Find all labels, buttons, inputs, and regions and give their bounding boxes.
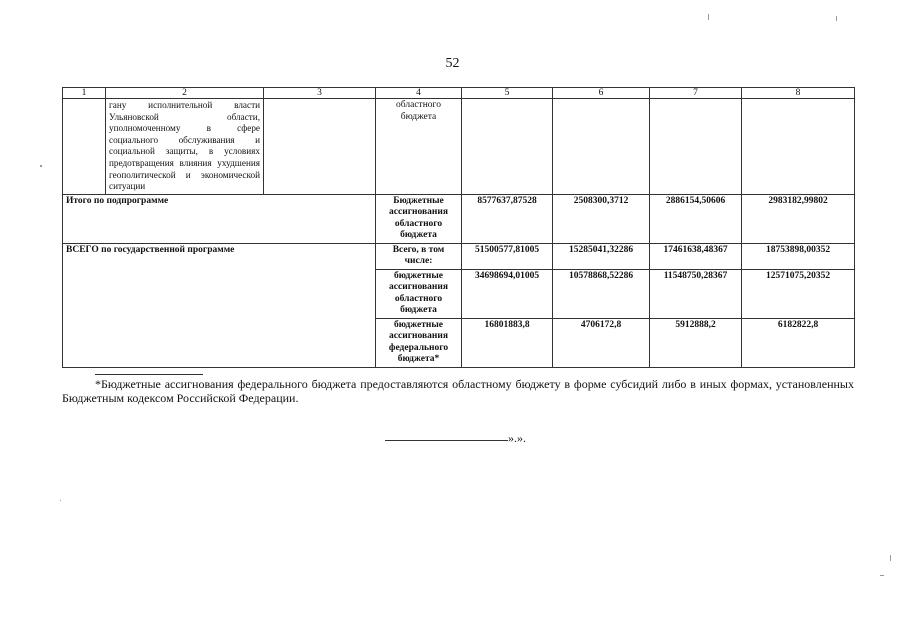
- amount-cell: 2886154,50606: [650, 194, 742, 243]
- column-header: 1: [63, 88, 106, 99]
- total-label: ВСЕГО по государственной программе: [63, 243, 376, 367]
- funding-source: бюджетные ассигнования федерального бюджета*: [376, 318, 462, 367]
- table-header-row: [63, 88, 855, 99]
- table-cell: [63, 99, 106, 195]
- column-header: 8: [742, 88, 855, 99]
- continuation-row: [63, 99, 855, 195]
- closing-rule: [385, 440, 508, 441]
- closing-quote: ».».: [508, 431, 526, 445]
- funding-source: Всего, в том числе:: [376, 243, 462, 269]
- amount-cell: 16801883,8: [462, 318, 553, 367]
- amount-cell: 18753898,00352: [742, 243, 855, 269]
- footnote-separator: [95, 374, 203, 375]
- amount-cell: 4706172,8: [553, 318, 650, 367]
- scan-speck: [40, 165, 42, 167]
- table-cell: [264, 99, 376, 195]
- amount-cell: 11548750,28367: [650, 269, 742, 318]
- page-number: 52: [445, 56, 460, 71]
- column-header: 4: [376, 88, 462, 99]
- amount-cell: 10578868,52286: [553, 269, 650, 318]
- amount-cell: 51500577,81005: [462, 243, 553, 269]
- column-header: 3: [264, 88, 376, 99]
- amount-cell: 17461638,48367: [650, 243, 742, 269]
- column-header: 7: [650, 88, 742, 99]
- funding-source: областного бюджета: [376, 99, 462, 195]
- amount-cell: 2508300,3712: [553, 194, 650, 243]
- amount-cell: 6182822,8: [742, 318, 855, 367]
- scan-speck: [708, 14, 709, 20]
- budget-table: [62, 87, 855, 368]
- amount-cell: 5912888,2: [650, 318, 742, 367]
- amount-cell: [650, 99, 742, 195]
- funding-source: Бюджетные ассигнования областного бюджета: [376, 194, 462, 243]
- scan-speck: [880, 575, 884, 576]
- measure-description: гану исполнительной власти Ульяновской области, уполномоченному в сфере социального обслуживания и социальной защиты, в условиях предотвращения влияния ухудшения геополитической и экономической ситуации: [106, 99, 264, 195]
- amount-cell: 2983182,99802: [742, 194, 855, 243]
- amount-cell: [742, 99, 855, 195]
- total-row: [63, 243, 855, 269]
- column-header: 2: [106, 88, 264, 99]
- amount-cell: 15285041,32286: [553, 243, 650, 269]
- funding-source: бюджетные ассигнования областного бюджета: [376, 269, 462, 318]
- scan-speck: [836, 16, 837, 21]
- amount-cell: [462, 99, 553, 195]
- amount-cell: [553, 99, 650, 195]
- subtotal-label: Итого по подпрограмме: [63, 194, 376, 243]
- column-header: 5: [462, 88, 553, 99]
- column-header: 6: [553, 88, 650, 99]
- footnote: *Бюджетные ассигнования федерального бюджета предоставляются областному бюджету в форме субсидий либо в иных формах, установленных Бюджетным кодексом Российской Федерации.: [62, 377, 854, 405]
- scan-speck: [60, 500, 61, 501]
- amount-cell: 12571075,20352: [742, 269, 855, 318]
- subtotal-row: [63, 194, 855, 243]
- scan-speck: [890, 555, 891, 561]
- closing-mark: [385, 431, 526, 446]
- amount-cell: 34698694,01005: [462, 269, 553, 318]
- amount-cell: 8577637,87528: [462, 194, 553, 243]
